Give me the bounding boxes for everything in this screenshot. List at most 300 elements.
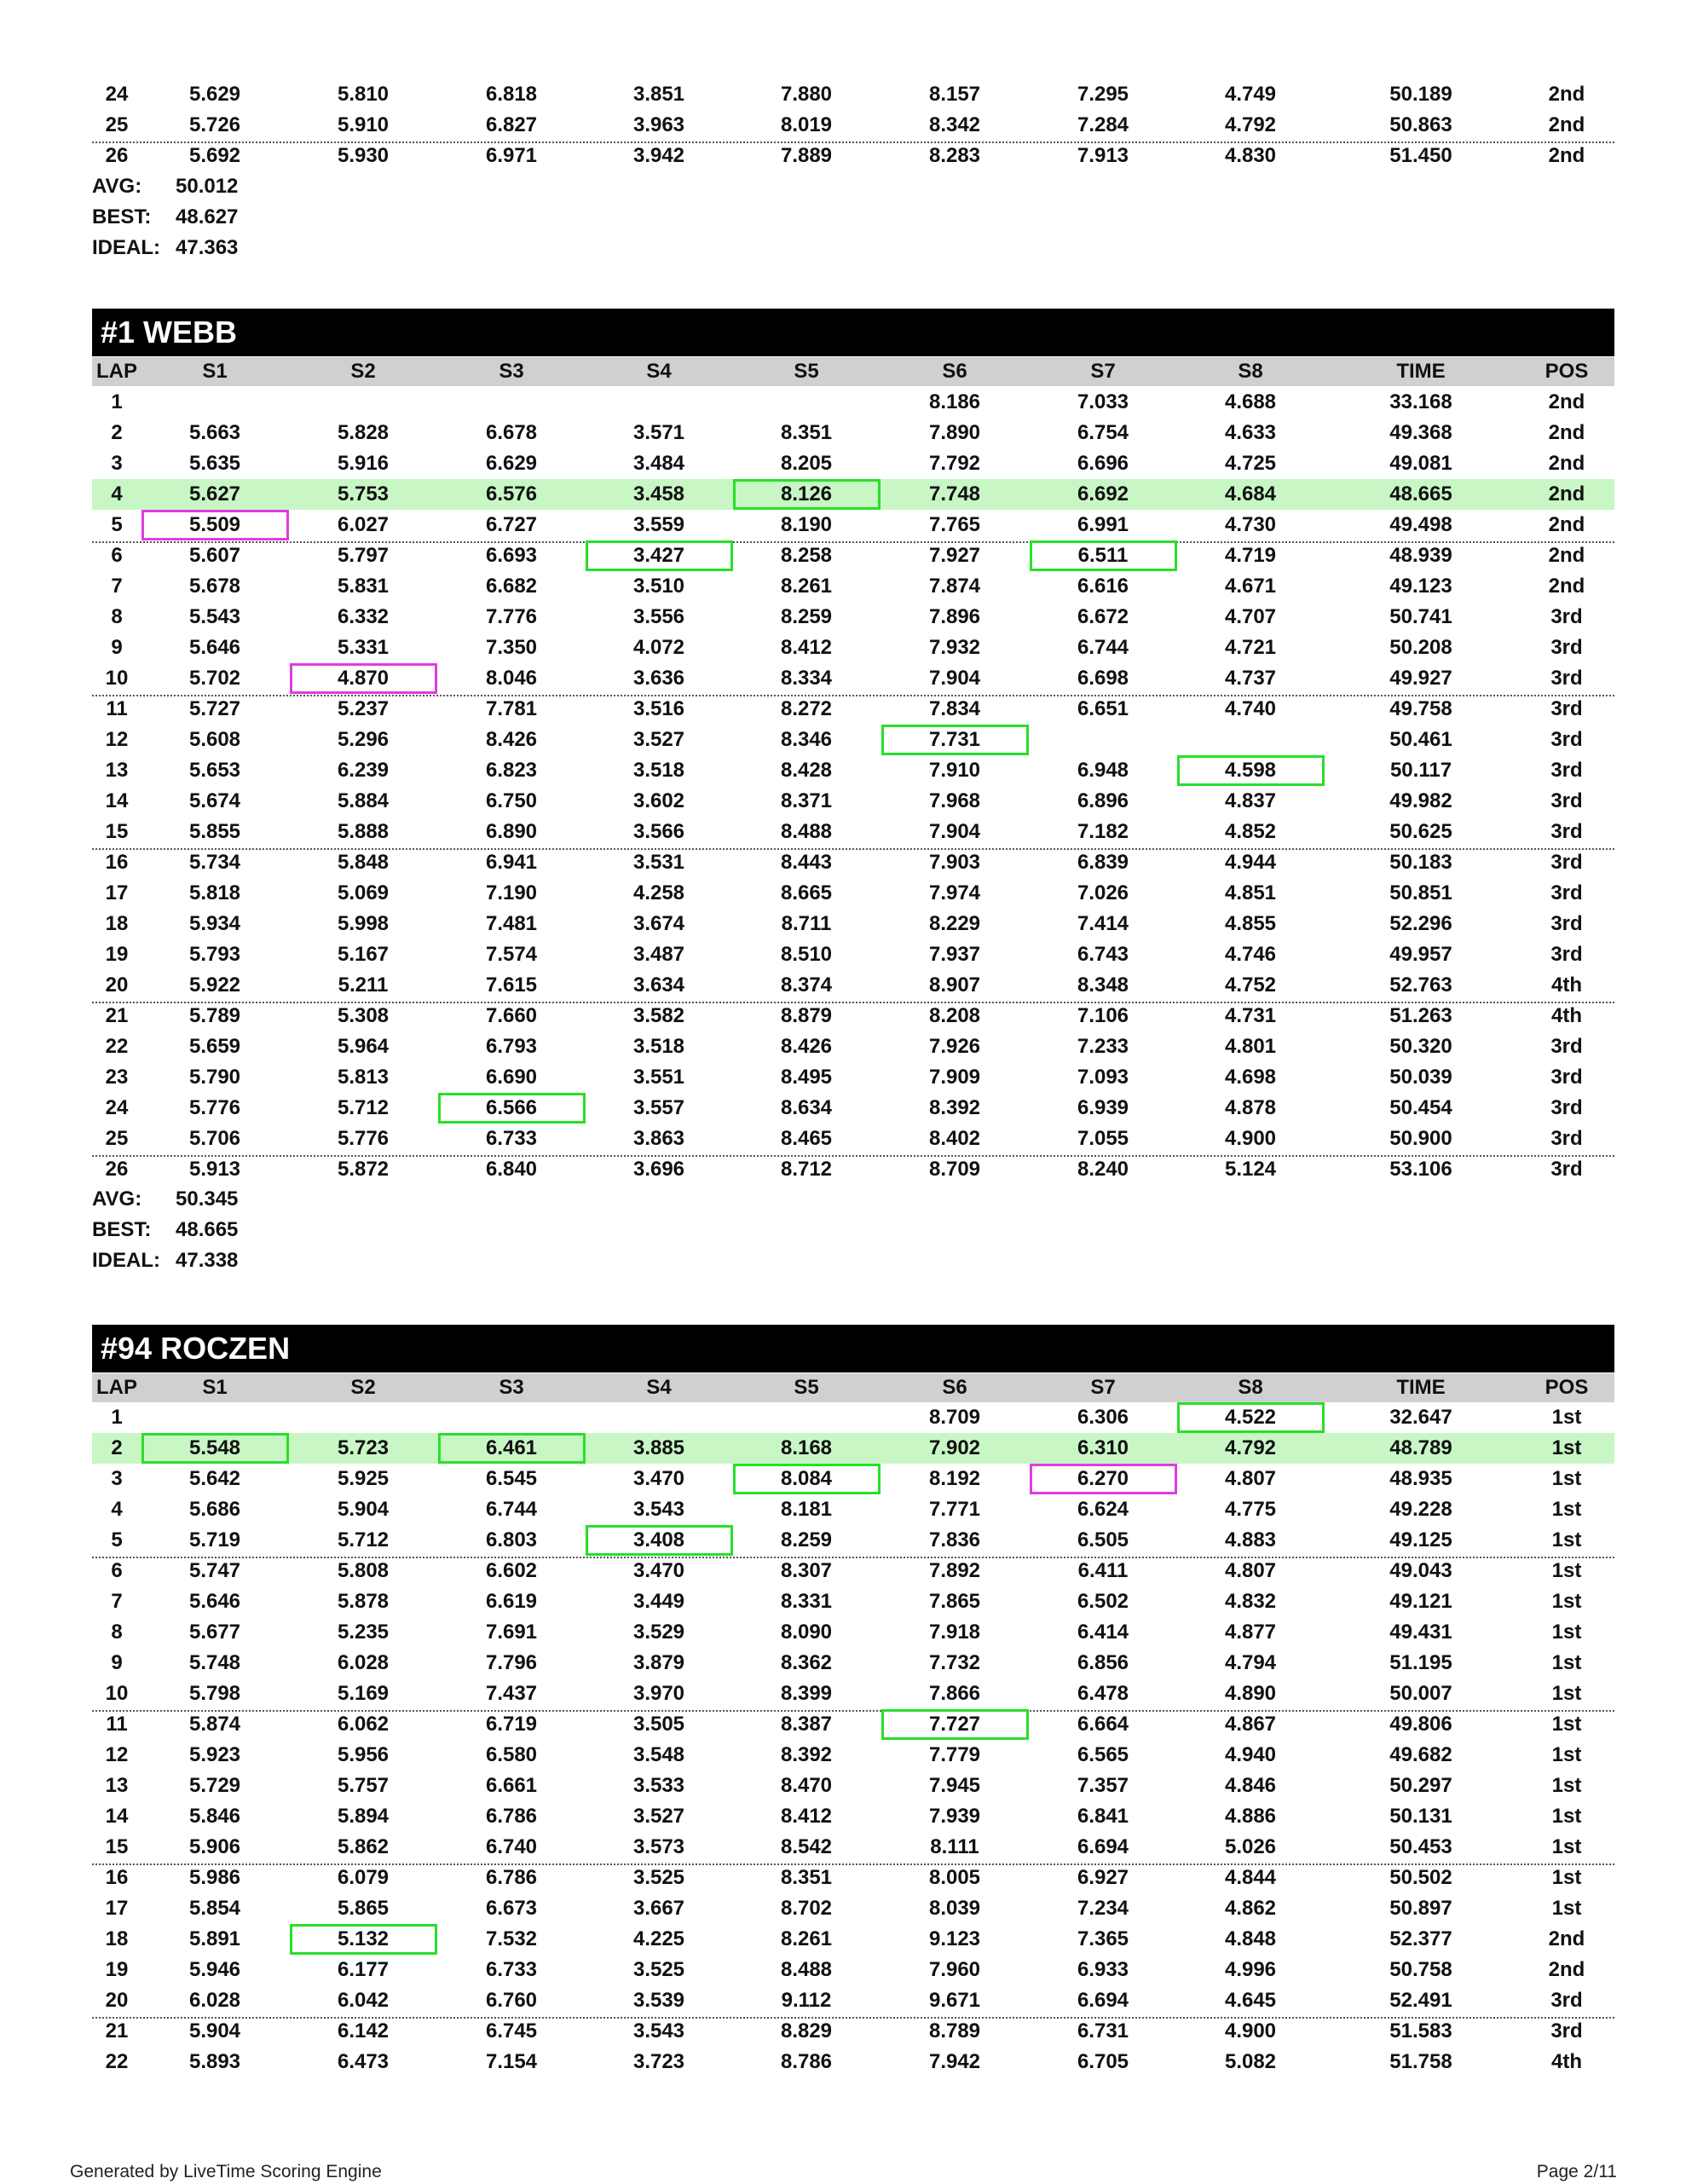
lap-time: 50.117 — [1389, 759, 1452, 782]
sector-time: 5.846 — [188, 1805, 241, 1828]
lap-time: 50.502 — [1389, 1866, 1452, 1889]
sector-time: 6.731 — [1077, 2019, 1129, 2042]
lap-number: 22 — [105, 1035, 129, 1058]
position: 1st — [1551, 1436, 1582, 1459]
sector-time: 6.793 — [485, 1035, 538, 1058]
sector-time: 6.028 — [188, 1989, 241, 2012]
sector-time: 8.351 — [780, 421, 833, 444]
sector-time: 8.443 — [780, 851, 833, 874]
column-header: S4 — [646, 1376, 672, 1399]
sector-time: 7.284 — [1077, 113, 1129, 136]
sector-time: 4.792 — [1224, 1436, 1277, 1459]
lap-number: 17 — [105, 1897, 129, 1920]
sector-time: 3.525 — [632, 1958, 685, 1981]
sector-time: 6.927 — [1077, 1866, 1129, 1889]
sector-time: 5.776 — [188, 1096, 241, 1119]
lap-time: 49.123 — [1389, 575, 1452, 598]
sector-time: 6.414 — [1077, 1621, 1129, 1644]
sector-time: 5.930 — [337, 144, 390, 167]
sector-time: 4.883 — [1224, 1528, 1277, 1551]
sector-time: 5.607 — [188, 544, 241, 567]
sector-time: 5.884 — [337, 789, 390, 812]
sector-time: 3.458 — [632, 482, 685, 506]
lap-number: 15 — [105, 1835, 129, 1858]
sector-time: 7.939 — [928, 1805, 981, 1828]
lap-number: 16 — [105, 851, 129, 874]
position: 1st — [1551, 1774, 1582, 1797]
sector-time: 7.532 — [485, 1927, 538, 1950]
lap-number: 11 — [106, 1713, 128, 1736]
sector-time: 3.863 — [632, 1127, 685, 1150]
position: 1st — [1551, 1559, 1582, 1582]
sector-time: 7.874 — [928, 575, 981, 598]
sector-time: 8.258 — [780, 544, 833, 567]
sector-time: 4.852 — [1224, 820, 1277, 843]
sector-time: 6.727 — [485, 513, 538, 536]
sector-time: 4.867 — [1224, 1713, 1277, 1736]
sector-time: 8.412 — [780, 1805, 833, 1828]
lap-time: 48.935 — [1389, 1467, 1452, 1490]
sector-time — [586, 1402, 733, 1433]
lap-time: 49.927 — [1389, 667, 1452, 690]
sector-time: 8.351 — [780, 1866, 833, 1889]
lap-number: 13 — [105, 759, 129, 782]
column-header: S1 — [202, 1376, 228, 1399]
sector-time: 6.602 — [485, 1559, 538, 1582]
position: 3rd — [1550, 728, 1583, 751]
best-sector-time: 5.509 — [141, 510, 289, 540]
lap-time: 50.039 — [1389, 1066, 1452, 1089]
sector-time: 6.545 — [485, 1467, 538, 1490]
sector-time: 3.674 — [632, 912, 685, 935]
lap-time: 50.863 — [1389, 113, 1452, 136]
position: 3rd — [1550, 697, 1583, 720]
column-header: POS — [1545, 360, 1589, 383]
lap-time: 51.263 — [1389, 1004, 1452, 1027]
position: 1st — [1551, 1467, 1582, 1490]
position: 4th — [1551, 974, 1582, 997]
sector-time: 8.426 — [780, 1035, 833, 1058]
sector-time: 3.484 — [632, 452, 685, 475]
best-sector-time: 6.566 — [438, 1093, 586, 1124]
sector-time: 5.776 — [337, 1127, 390, 1150]
lap-number: 22 — [105, 2050, 129, 2073]
sector-time: 7.918 — [928, 1621, 981, 1644]
sector-time: 6.576 — [485, 482, 538, 506]
sector-time: 7.779 — [928, 1743, 981, 1766]
column-header: S6 — [942, 1376, 967, 1399]
sector-time: 7.437 — [485, 1682, 538, 1705]
sector-time: 8.208 — [928, 1004, 981, 1027]
sector-time: 9.671 — [928, 1989, 981, 2012]
sector-time: 6.692 — [1077, 482, 1129, 506]
sector-time: 5.789 — [188, 1004, 241, 1027]
sector-time: 8.387 — [780, 1713, 833, 1736]
sector-time: 3.559 — [632, 513, 685, 536]
sector-time: 8.240 — [1077, 1158, 1129, 1181]
lap-time: 50.453 — [1389, 1835, 1452, 1858]
sector-time: 4.900 — [1224, 2019, 1277, 2042]
sector-time: 7.880 — [780, 83, 833, 106]
lap-time: 50.007 — [1389, 1682, 1452, 1705]
position: 1st — [1551, 1528, 1582, 1551]
sector-time: 6.719 — [485, 1713, 538, 1736]
sector-time: 7.365 — [1077, 1927, 1129, 1950]
sector-time: 4.707 — [1224, 605, 1277, 628]
lap-number: 4 — [111, 1498, 123, 1521]
sector-time: 3.573 — [632, 1835, 685, 1858]
sector-time: 4.794 — [1224, 1651, 1277, 1674]
lap-time: 50.208 — [1389, 636, 1452, 659]
sector-time: 7.481 — [485, 912, 538, 935]
sector-time: 8.495 — [780, 1066, 833, 1089]
lap-time: 50.758 — [1389, 1958, 1452, 1981]
sector-time: 8.542 — [780, 1835, 833, 1858]
sector-time: 8.039 — [928, 1897, 981, 1920]
lap-time: 50.461 — [1389, 728, 1452, 751]
footer-page-number: Page 2/11 — [1536, 2162, 1617, 2181]
lap-time: 49.431 — [1389, 1621, 1452, 1644]
sector-time: 6.673 — [485, 1897, 538, 1920]
lap-number: 13 — [105, 1774, 129, 1797]
sector-time: 7.414 — [1077, 912, 1129, 935]
sector-time: 6.991 — [1077, 513, 1129, 536]
sector-time: 6.948 — [1077, 759, 1129, 782]
lap-time: 49.228 — [1389, 1498, 1452, 1521]
sector-time: 5.818 — [188, 881, 241, 904]
ideal-value: 47.338 — [176, 1249, 239, 1272]
lap-number: 24 — [105, 83, 129, 106]
position: 1st — [1551, 1498, 1582, 1521]
sector-time: 6.705 — [1077, 2050, 1129, 2073]
sector-time: 5.726 — [188, 113, 241, 136]
sector-time: 4.671 — [1224, 575, 1277, 598]
sector-time: 4.737 — [1224, 667, 1277, 690]
sector-time: 5.608 — [188, 728, 241, 751]
sector-time: 7.889 — [780, 144, 833, 167]
position: 2nd — [1548, 390, 1585, 413]
sector-time: 7.945 — [928, 1774, 981, 1797]
position: 3rd — [1550, 605, 1583, 628]
lap-number: 23 — [105, 1066, 129, 1089]
sector-time: 7.055 — [1077, 1127, 1129, 1150]
lap-number: 4 — [111, 482, 123, 506]
sector-time: 6.690 — [485, 1066, 538, 1089]
sector-time: 7.190 — [485, 881, 538, 904]
sector-time: 8.786 — [780, 2050, 833, 2073]
sector-time: 7.890 — [928, 421, 981, 444]
sector-time: 8.261 — [780, 575, 833, 598]
sector-time: 7.732 — [928, 1651, 981, 1674]
sector-time: 5.906 — [188, 1835, 241, 1858]
sector-time: 5.674 — [188, 789, 241, 812]
lap-number: 19 — [105, 943, 129, 966]
lap-time: 51.195 — [1389, 1651, 1452, 1674]
avg-value: 50.012 — [176, 175, 239, 198]
lap-time: 51.758 — [1389, 2050, 1452, 2073]
lap-number: 3 — [111, 1467, 123, 1490]
sector-time: 7.660 — [485, 1004, 538, 1027]
lap-number: 5 — [111, 1528, 123, 1551]
sector-time: 7.892 — [928, 1559, 981, 1582]
sector-time: 6.933 — [1077, 1958, 1129, 1981]
sector-time: 7.182 — [1077, 820, 1129, 843]
sector-time: 6.744 — [485, 1498, 538, 1521]
sector-time: 8.348 — [1077, 974, 1129, 997]
sector-time: 5.237 — [337, 697, 390, 720]
sector-time: 3.963 — [632, 113, 685, 136]
column-header: S7 — [1090, 1376, 1116, 1399]
sector-time: 7.903 — [928, 851, 981, 874]
sector-time: 3.582 — [632, 1004, 685, 1027]
sector-time: 4.832 — [1224, 1590, 1277, 1613]
lap-number: 7 — [111, 1590, 123, 1613]
position: 2nd — [1548, 113, 1585, 136]
sector-time: 4.775 — [1224, 1498, 1277, 1521]
sector-time: 8.711 — [781, 912, 832, 935]
sector-time: 5.082 — [1224, 2050, 1277, 2073]
lap-time: 52.491 — [1389, 1989, 1452, 2012]
sector-time: 8.371 — [780, 789, 833, 812]
sector-time: 6.624 — [1077, 1498, 1129, 1521]
column-header: S5 — [794, 360, 819, 383]
sector-time: 6.651 — [1077, 697, 1129, 720]
sector-time: 7.904 — [928, 820, 981, 843]
sector-time: 8.205 — [780, 452, 833, 475]
column-header: S3 — [499, 360, 524, 383]
sector-time: 8.374 — [780, 974, 833, 997]
lap-number: 11 — [106, 697, 128, 720]
sector-time: 5.998 — [337, 912, 390, 935]
sector-time: 4.801 — [1224, 1035, 1277, 1058]
sector-time: 3.510 — [632, 575, 685, 598]
best-label: BEST: — [92, 1218, 152, 1241]
sector-time: 6.310 — [1077, 1436, 1129, 1459]
sector-time — [438, 387, 586, 418]
position: 3rd — [1550, 1035, 1583, 1058]
sector-time: 8.426 — [485, 728, 538, 751]
sector-time: 5.692 — [188, 144, 241, 167]
lap-number: 25 — [105, 1127, 129, 1150]
sector-time: 3.487 — [632, 943, 685, 966]
sector-time: 4.807 — [1224, 1467, 1277, 1490]
sector-time: 3.516 — [632, 697, 685, 720]
lap-number: 16 — [105, 1866, 129, 1889]
sector-time: 6.743 — [1077, 943, 1129, 966]
sector-time: 8.879 — [780, 1004, 833, 1027]
position: 3rd — [1550, 912, 1583, 935]
sector-time: 6.177 — [337, 1958, 390, 1981]
sector-time: 5.635 — [188, 452, 241, 475]
lap-time: 52.763 — [1389, 974, 1452, 997]
sector-time: 7.866 — [928, 1682, 981, 1705]
sector-time: 4.225 — [632, 1927, 685, 1950]
sector-time: 6.142 — [337, 2019, 390, 2042]
sector-time: 7.937 — [928, 943, 981, 966]
sector-time: 6.079 — [337, 1866, 390, 1889]
sector-time: 3.636 — [632, 667, 685, 690]
sector-time: 3.556 — [632, 605, 685, 628]
sector-time: 8.259 — [780, 605, 833, 628]
lap-number: 10 — [105, 667, 129, 690]
position: 1st — [1551, 1406, 1582, 1429]
lap-number: 8 — [111, 605, 123, 628]
sector-time: 6.682 — [485, 575, 538, 598]
sector-time: 8.392 — [780, 1743, 833, 1766]
sector-time: 6.939 — [1077, 1096, 1129, 1119]
sector-time: 8.665 — [780, 881, 833, 904]
sector-time: 8.181 — [780, 1498, 833, 1521]
sector-time: 8.229 — [928, 912, 981, 935]
sector-time: 3.543 — [632, 2019, 685, 2042]
sector-time: 8.259 — [780, 1528, 833, 1551]
sector-time: 5.904 — [188, 2019, 241, 2042]
sector-time: 8.488 — [780, 1958, 833, 1981]
ideal-value: 47.363 — [176, 236, 239, 259]
sector-time: 3.543 — [632, 1498, 685, 1521]
position: 3rd — [1550, 820, 1583, 843]
sector-time: 5.848 — [337, 851, 390, 874]
lap-time: 53.106 — [1389, 1158, 1452, 1181]
sector-time: 4.848 — [1224, 1927, 1277, 1950]
sector-time: 3.571 — [632, 421, 685, 444]
sector-time: 5.753 — [337, 482, 390, 506]
lap-time: 49.957 — [1389, 943, 1452, 966]
position: 3rd — [1550, 667, 1583, 690]
sector-time: 7.771 — [928, 1498, 981, 1521]
lap-number: 26 — [105, 144, 129, 167]
sector-time: 4.752 — [1224, 974, 1277, 997]
sector-time: 5.964 — [337, 1035, 390, 1058]
lap-number: 25 — [105, 113, 129, 136]
lap-time: 51.583 — [1389, 2019, 1452, 2042]
sector-time: 3.970 — [632, 1682, 685, 1705]
column-header: S8 — [1238, 1376, 1263, 1399]
lap-number: 18 — [105, 912, 129, 935]
sector-time: 3.470 — [632, 1559, 685, 1582]
lap-time: 49.043 — [1389, 1559, 1452, 1582]
lap-time: 50.625 — [1389, 820, 1452, 843]
sector-time: 7.913 — [1077, 144, 1129, 167]
sector-time: 6.694 — [1077, 1989, 1129, 2012]
lap-time: 50.189 — [1389, 83, 1452, 106]
sector-time: 8.190 — [780, 513, 833, 536]
sector-time: 8.428 — [780, 759, 833, 782]
position: 1st — [1551, 1805, 1582, 1828]
best-sector-time: 7.731 — [881, 725, 1029, 755]
sector-time: 8.412 — [780, 636, 833, 659]
sector-time: 5.813 — [337, 1066, 390, 1089]
sector-time: 5.642 — [188, 1467, 241, 1490]
sector-time — [290, 1402, 437, 1433]
position: 3rd — [1550, 1989, 1583, 2012]
sector-time: 5.910 — [337, 113, 390, 136]
sector-time: 6.733 — [485, 1958, 538, 1981]
sector-time: 6.027 — [337, 513, 390, 536]
sector-time: 5.854 — [188, 1897, 241, 1920]
sector-time: 5.646 — [188, 1590, 241, 1613]
lap-time: 49.498 — [1389, 513, 1452, 536]
sector-time — [1177, 725, 1325, 755]
column-header: TIME — [1396, 1376, 1446, 1399]
lap-number: 12 — [105, 1743, 129, 1766]
sector-time: 5.712 — [337, 1528, 390, 1551]
lap-number: 15 — [105, 820, 129, 843]
sector-time: 5.702 — [188, 667, 241, 690]
sector-time: 5.729 — [188, 1774, 241, 1797]
sector-time: 5.069 — [337, 881, 390, 904]
sector-time: 4.862 — [1224, 1897, 1277, 1920]
sector-time: 6.505 — [1077, 1528, 1129, 1551]
sector-time: 6.786 — [485, 1805, 538, 1828]
sector-time: 7.776 — [485, 605, 538, 628]
sector-time: 6.042 — [337, 1989, 390, 2012]
sector-time: 7.691 — [485, 1621, 538, 1644]
sector-time: 7.960 — [928, 1958, 981, 1981]
lap-number: 14 — [105, 1805, 129, 1828]
sector-time: 7.748 — [928, 482, 981, 506]
position: 1st — [1551, 1590, 1582, 1613]
sector-time: 5.124 — [1224, 1158, 1277, 1181]
sector-time: 5.727 — [188, 697, 241, 720]
sector-time: 3.539 — [632, 1989, 685, 2012]
position: 2nd — [1548, 1927, 1585, 1950]
sector-time: 5.296 — [337, 728, 390, 751]
sector-time: 7.974 — [928, 881, 981, 904]
sector-time: 4.877 — [1224, 1621, 1277, 1644]
sector-time: 4.258 — [632, 881, 685, 904]
rider-title-bar: #1 WEBB — [92, 309, 1614, 356]
sector-time: 3.879 — [632, 1651, 685, 1674]
sector-time: 4.645 — [1224, 1989, 1277, 2012]
lap-number: 14 — [105, 789, 129, 812]
sector-time: 8.709 — [928, 1158, 981, 1181]
sector-time: 3.449 — [632, 1590, 685, 1613]
position: 3rd — [1550, 1096, 1583, 1119]
column-header: S3 — [499, 1376, 524, 1399]
best-sector-time: 5.548 — [141, 1433, 289, 1464]
best-value: 48.665 — [176, 1218, 239, 1241]
sector-time: 7.026 — [1077, 881, 1129, 904]
position: 3rd — [1550, 943, 1583, 966]
sector-time: 6.565 — [1077, 1743, 1129, 1766]
column-header: POS — [1545, 1376, 1589, 1399]
sector-time: 8.331 — [780, 1590, 833, 1613]
best-sector-time: 3.427 — [586, 540, 733, 571]
lap-time: 50.897 — [1389, 1897, 1452, 1920]
sector-time: 4.944 — [1224, 851, 1277, 874]
sector-time: 3.885 — [632, 1436, 685, 1459]
sector-time: 7.792 — [928, 452, 981, 475]
position: 2nd — [1548, 144, 1585, 167]
sector-time: 6.750 — [485, 789, 538, 812]
sector-time: 8.090 — [780, 1621, 833, 1644]
sector-time: 5.167 — [337, 943, 390, 966]
sector-time: 7.350 — [485, 636, 538, 659]
position: 1st — [1551, 1835, 1582, 1858]
lap-time: 33.168 — [1389, 390, 1452, 413]
sector-time: 5.946 — [188, 1958, 241, 1981]
lap-time: 50.131 — [1389, 1805, 1452, 1828]
position: 4th — [1551, 2050, 1582, 2073]
sector-time: 7.910 — [928, 759, 981, 782]
sector-time: 6.696 — [1077, 452, 1129, 475]
lap-time: 50.320 — [1389, 1035, 1452, 1058]
position: 1st — [1551, 1713, 1582, 1736]
lap-time: 50.900 — [1389, 1127, 1452, 1150]
sector-time: 6.580 — [485, 1743, 538, 1766]
sector-time: 5.986 — [188, 1866, 241, 1889]
